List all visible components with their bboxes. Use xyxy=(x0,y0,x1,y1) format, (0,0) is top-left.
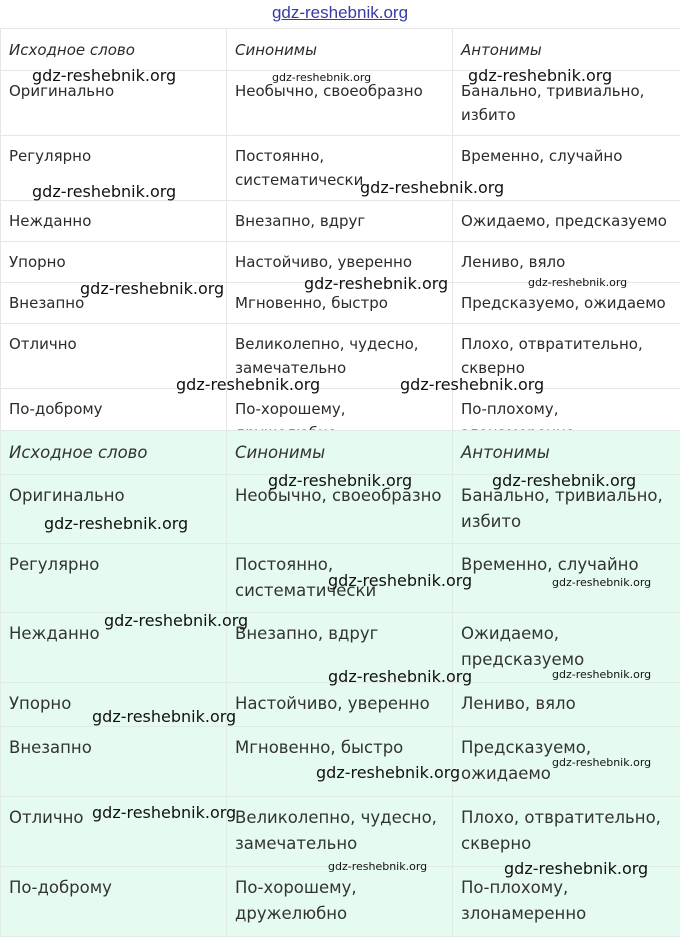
table-cell: Банально, тривиально, избито xyxy=(453,71,680,136)
watermark-text: gdz-reshebnik.org xyxy=(304,274,449,293)
table-cell: Необычно, своеобразно xyxy=(227,475,453,544)
header-cell: Исходное слово xyxy=(1,431,227,475)
table-cell: Регулярно xyxy=(1,136,227,201)
table-cell: Временно, случайно xyxy=(453,544,680,613)
table-cell: Внезапно, вдруг xyxy=(227,613,453,683)
watermark-text: gdz-reshebnik.org xyxy=(92,803,237,822)
watermark-text: gdz-reshebnik.org xyxy=(272,71,372,84)
table-cell: По-доброму xyxy=(1,867,227,937)
table-cell: Плохо, отвратительно, скверно xyxy=(453,324,680,389)
table-cell: Лениво, вяло xyxy=(453,683,680,727)
table-cell: Внезапно, вдруг xyxy=(227,201,453,242)
table-cell: Внезапно xyxy=(1,283,227,324)
site-header xyxy=(0,0,680,28)
table-cell: Нежданно xyxy=(1,613,227,683)
watermark-text: gdz-reshebnik.org xyxy=(360,178,505,197)
watermark-text: gdz-reshebnik.org xyxy=(328,571,473,590)
watermark-text: gdz-reshebnik.org xyxy=(328,860,428,873)
table-cell: Настойчиво, уверенно xyxy=(227,683,453,727)
table-cell: Необычно, своеобразно xyxy=(227,71,453,136)
table-cell: Ожидаемо, предсказуемо xyxy=(453,613,680,683)
header-row xyxy=(1,431,680,475)
watermark-text: gdz-reshebnik.org xyxy=(504,859,649,878)
table-cell: Временно, случайно xyxy=(453,136,680,201)
table-cell: Мгновенно, быстро xyxy=(227,727,453,797)
table-cell: Оригинально xyxy=(1,71,227,136)
table-cell: Ожидаемо, предсказуемо xyxy=(453,201,680,242)
watermark-text: gdz-reshebnik.org xyxy=(32,66,177,85)
table-row xyxy=(1,324,680,389)
table-cell: Регулярно xyxy=(1,544,227,613)
table-cell: Банально, тривиально, избито xyxy=(453,475,680,544)
table-cell: По-хорошему, xyxy=(227,389,453,446)
watermark-text: gdz-reshebnik.org xyxy=(80,279,225,298)
table-cell: Нежданно xyxy=(1,201,227,242)
table-cell: Внезапно xyxy=(1,727,227,797)
table-cell: Отлично xyxy=(1,797,227,867)
table-cell: Мгновенно, быстро xyxy=(227,283,453,324)
table-cell: Постоянно, систематически xyxy=(227,544,453,613)
table-cell: Отлично xyxy=(1,324,227,389)
site-link[interactable]: gdz-reshebnik.org xyxy=(271,3,409,22)
watermark-text: gdz-reshebnik.org xyxy=(328,667,473,686)
watermark-text: gdz-reshebnik.org xyxy=(468,66,613,85)
header-cell: Синонимы xyxy=(227,431,453,475)
watermark-text: gdz-reshebnik.org xyxy=(552,668,652,681)
table-cell: Настойчиво, уверенно xyxy=(227,242,453,283)
header-row xyxy=(1,29,680,71)
watermark-text: gdz-reshebnik.org xyxy=(528,276,628,289)
header-cell: Исходное слово xyxy=(1,29,227,71)
watermark-text: gdz-reshebnik.org xyxy=(316,763,461,782)
table-cell: По-хорошему, дружелюбно xyxy=(227,867,453,937)
watermark-text: gdz-reshebnik.org xyxy=(400,375,545,394)
watermark-text: gdz-reshebnik.org xyxy=(552,576,652,589)
table-cell: Лениво, вяло xyxy=(453,242,680,283)
table-cell: Упорно xyxy=(1,242,227,283)
header-cell: Антонимы xyxy=(453,431,680,475)
watermark-text: gdz-reshebnik.org xyxy=(492,471,637,490)
watermark-text: gdz-reshebnik.org xyxy=(176,375,321,394)
watermark-text: gdz-reshebnik.org xyxy=(104,611,249,630)
table-cell: Плохо, отвратительно, скверно xyxy=(453,797,680,867)
watermark-text: gdz-reshebnik.org xyxy=(32,182,177,201)
table-cell: Упорно xyxy=(1,683,227,727)
header-cell: Синонимы xyxy=(227,29,453,71)
watermark-text: gdz-reshebnik.org xyxy=(92,707,237,726)
watermark-text: gdz-reshebnik.org xyxy=(44,514,189,533)
table-cell: Постоянно, систематически xyxy=(227,136,453,201)
table-cell: Предсказуемо, ожидаемо xyxy=(453,727,680,797)
synonyms-antonyms-table-top xyxy=(0,28,680,446)
table-cell: Предсказуемо, ожидаемо xyxy=(453,283,680,324)
table-cell: По-плохому, злонамеренно xyxy=(453,867,680,937)
table-cell: Оригинально xyxy=(1,475,227,544)
watermark-text: gdz-reshebnik.org xyxy=(268,471,413,490)
table-cell: По-плохому, xyxy=(453,389,680,446)
header-cell: Антонимы xyxy=(453,29,680,71)
table-cell: По-доброму xyxy=(1,389,227,446)
table-row xyxy=(1,201,680,242)
table-cell: Великолепно, чудесно, замечательно xyxy=(227,324,453,389)
table-cell: Великолепно, чудесно, замечательно xyxy=(227,797,453,867)
watermark-text: gdz-reshebnik.org xyxy=(552,756,652,769)
